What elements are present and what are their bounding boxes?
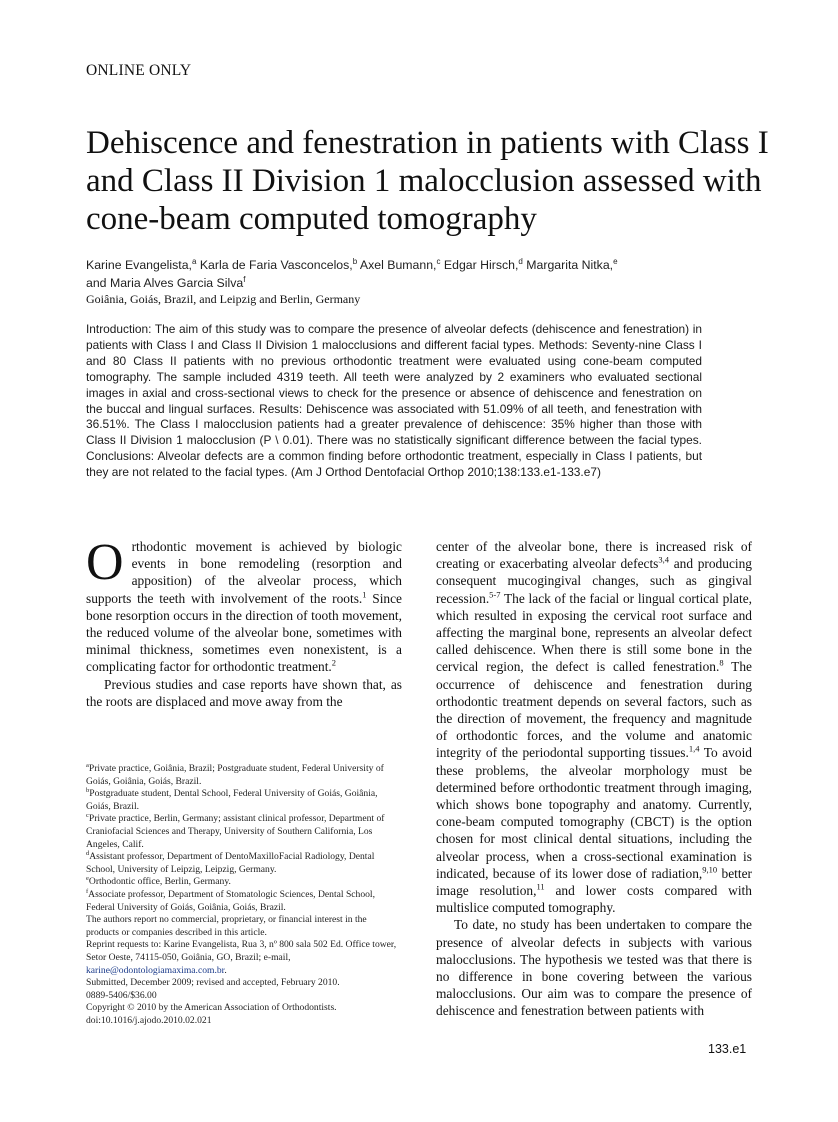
footnotes [86,763,402,1027]
footnote-text: Assistant professor, Department of DentoMaxilloFacial Radiology, Dental School, University of Leipzig, Leipzig, Germany. [86,851,375,875]
author-conjunction: and [86,276,107,290]
author-list [86,256,726,292]
author-affiliation-mark: e [613,256,618,266]
paragraph-text: To avoid these problems, the alveolar morphology must be determined before orthodontic treatment through imaging, which shows bone topography and anatomy. Currently, cone-beam computed tomography (CBCT) is the option chosen for most clinical dental situations, including the alveolar process, when a cross-sectional examination is indicated, because of its lower dose of radiation, [436,745,752,881]
author-affiliation-mark: d [518,256,523,266]
author-name: Margarita Nitka, [526,258,614,272]
paragraph-text: and producing consequent mucogingival changes, such as gingival recession. [436,556,753,606]
author-name: Karine Evangelista, [86,258,192,272]
footnote-mark: d [86,849,90,857]
footnote-text: Private practice, Goiânia, Brazil; Postgraduate student, Federal University of Goiás, Goiânia, Goiás, Brazil. [86,763,384,787]
citation-ref: 1 [362,589,367,600]
reprint-text: . [224,964,227,976]
footnote-mark: e [86,875,89,883]
footnote-text: Private practice, Berlin, Germany; assistant clinical professor, Department of Craniofacial Sciences and Therapy, University of Southern California, Los Angeles, Calif. [86,813,385,850]
citation-ref: 11 [536,881,545,892]
paragraph-text: center of the alveolar bone, there is increased risk of creating or exacerbating alveolar defects [436,539,752,572]
citation-ref: 2 [331,657,337,668]
author-name: Edgar Hirsch, [443,258,519,272]
body-column-right [436,538,752,1020]
author-name: Maria Alves Garcia Silva [109,276,244,290]
citation-ref: 9,10 [702,864,718,875]
citation-ref: 3,4 [658,554,670,565]
author-affiliation-mark: f [243,274,246,284]
footnote-mark: c [86,812,89,820]
paragraph-text: and lower costs compared with multislice computed tomography. [436,883,752,916]
author-affiliation-mark: c [436,256,441,266]
copyright: Copyright © 2010 by the American Association of Orthodontists. [86,1002,337,1014]
reprint-note [86,939,402,977]
paragraph-text: better image resolution, [436,865,752,899]
footnote-mark: b [86,787,90,794]
submission-dates: Submitted, December 2009; revised and accepted, February 2010. [86,977,340,989]
page-number: 133.e1 [708,1042,747,1056]
footnote-mark: f [86,887,89,895]
paragraph-text: The occurrence of dehiscence and fenestration during orthodontic treatment depends on several factors, such as the direction of movement, the frequency and magnitude of orthodontic forces, and the volume and anatomic integrity of the periodontal supporting tissues. [436,659,752,761]
affiliation-note [86,876,402,889]
author-affiliation-mark: b [352,256,358,266]
body-paragraph [86,534,402,676]
affiliation-note [86,788,402,813]
citation-ref: 5-7 [489,589,501,600]
affiliation-note [86,851,402,876]
citation-ref: 1,4 [688,743,700,754]
affiliation-note [86,889,402,914]
reprint-text: Reprint requests to: Karine Evangelista, Rua 3, nº 800 sala 502 Ed. Office tower, Setor Oeste, 74115-050, Goiânia, GO, Brazil; e-mail, [86,939,397,963]
footnote-text: Postgraduate student, Dental School, Federal University of Goiás, Goiânia, Goiás, Brazil. [86,788,378,812]
citation-ref: 8 [719,657,724,668]
disclosure-note: The authors report no commercial, proprietary, or financial interest in the products or companies described in this article. [86,914,367,938]
affiliation-note [86,813,402,851]
author-name: Axel Bumann, [359,258,437,272]
footnote-text: Orthodontic office, Berlin, Germany. [88,876,231,888]
body-paragraph: Previous studies and case reports have shown that, as the roots are displaced and move away from the [86,676,402,709]
body-column-left [86,534,402,710]
drop-cap: O [86,534,124,591]
author-affiliation-mark: a [191,256,197,266]
article-title: Dehiscence and fenestration in patients with Class I and Class II Division 1 malocclusion assessed with cone-beam computed tomography [86,125,769,237]
abstract: Introduction: The aim of this study was to compare the presence of alveolar defects (dehiscence and fenestration) in patients with Class I and Class II Division 1 malocclusions and different facial types. Methods: Seventy-nine Class I and 80 Class II patients with no previous orthodontic treatment were evaluated using cone-beam computed tomography. The sample included 4319 teeth. All teeth were analyzed by 2 examiners who evaluated sectional images in axial and cross-sectional views to check for the presence or absence of dehiscence and fenestration on the buccal and lingual surfaces. Results: Dehiscence was associated with 51.09% of all teeth, and fenestration with 36.51%. The Class I malocclusion patients had a greater prevalence of dehiscence: 35% higher than those with Class II Division 1 malocclusion (P \ 0.01). There was no statistically significant difference between the facial types. Conclusions: Alveolar defects are a common finding before orthodontic treatment, especially in Class I patients, but they are not related to the facial types. (Am J Orthod Dentofacial Orthop 2010;138:133.e1-133.e7) [86,322,702,480]
section-label: ONLINE ONLY [86,62,192,79]
issn: 0889-5406/$36.00 [86,989,157,1001]
author-name: Karla de Faria Vasconcelos, [199,258,353,272]
footnote-text: Associate professor, Department of Stomatologic Sciences, Dental School, Federal University of Goiás, Goiânia, Goiás, Brazil. [86,888,375,913]
email-link[interactable]: karine@odontologiamaxima.com.br [86,964,225,976]
affiliation-note [86,763,402,788]
body-paragraph [436,538,752,916]
paragraph-text: Since bone resorption occurs in the direction of tooth movement, the reduced volume of the alveolar bone, sometimes with minimal thickness, sometimes even nonexistent, is a complicating factor for orthodontic treatment. [86,590,402,675]
paragraph-text: rthodontic movement is achieved by biologic events in bone remodeling (resorption and apposition) of the alveolar process, which supports the teeth with involvement of the roots. [86,539,402,606]
body-paragraph: To date, no study has been undertaken to compare the presence of alveolar defects in subjects with various malocclusions. The hypothesis we tested was that there is no difference in bone covering between the various malocclusions. Our aim was to compare the presence of dehiscence and fenestration between patients with [436,917,752,1019]
footnote-mark: a [86,761,89,769]
paragraph-text: The lack of the facial or lingual cortical plate, which resulted in exposing the cervical root surface and affecting the marginal bone, represents an alveolar defect called dehiscence. When there is still some bone in the cervical region, the defect is called fenestration. [436,590,752,675]
doi: doi:10.1016/j.ajodo.2010.02.021 [86,1014,212,1026]
author-location: Goiânia, Goiás, Brazil, and Leipzig and Berlin, Germany [86,292,361,306]
